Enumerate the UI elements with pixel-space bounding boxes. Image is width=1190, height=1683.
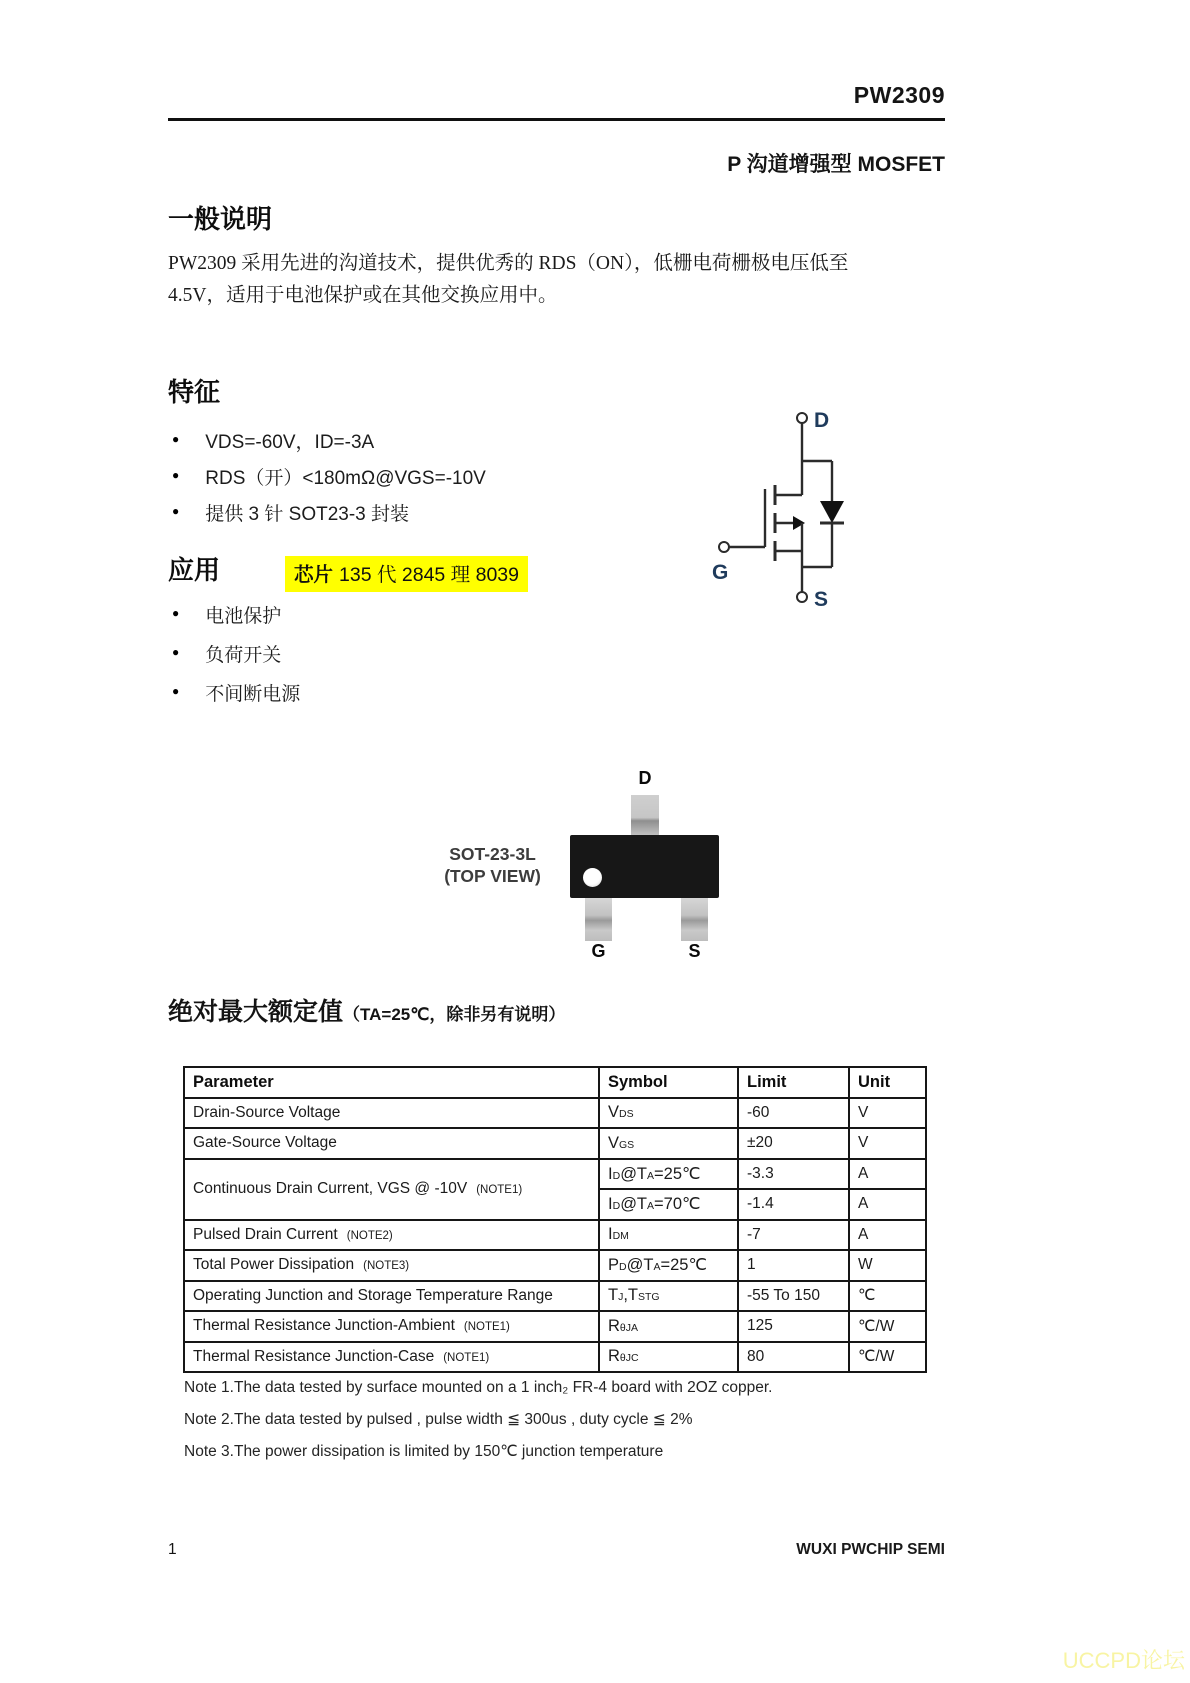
- ratings-heading-main: 绝对最大额定值: [168, 998, 344, 1026]
- symbol-subscript: STG: [638, 1291, 660, 1304]
- feature-item-label: RDS（开）<180mΩ@VGS=-10V: [205, 468, 486, 489]
- symbol-cell: [599, 1342, 738, 1373]
- drain-pin-label: D: [814, 409, 830, 432]
- symbol-subscript: DM: [612, 1230, 629, 1243]
- feature-item-label: 提供 3 针 SOT23-3 封装: [205, 504, 410, 525]
- parameter-cell: [184, 1281, 599, 1312]
- parameter-note: (NOTE2): [346, 1229, 393, 1242]
- symbol-cell: [599, 1250, 738, 1281]
- symbol-subscript: GS: [619, 1138, 635, 1151]
- abs-max-ratings-heading: [168, 992, 565, 1028]
- symbol-text: I: [608, 1195, 613, 1214]
- abs-max-ratings-table: [183, 1066, 927, 1373]
- parameter-cell: [184, 1250, 599, 1281]
- symbol-text: T: [608, 1286, 619, 1305]
- note-line: Note 3.The power dissipation is limited by 150℃ junction temperature: [184, 1443, 664, 1460]
- bullet-icon: ●: [172, 468, 180, 482]
- symbol-cell: [599, 1098, 738, 1129]
- unit-cell: ℃: [849, 1281, 926, 1312]
- features-heading: 特征: [168, 377, 221, 407]
- bullet-icon: ●: [172, 645, 180, 659]
- parameter-cell: [184, 1128, 599, 1159]
- table-row: [184, 1220, 926, 1251]
- parameter-cell: [184, 1220, 599, 1251]
- column-header-unit: Unit: [849, 1067, 926, 1098]
- symbol-subscript: J: [618, 1291, 624, 1304]
- parameter-note: (NOTE1): [476, 1184, 523, 1196]
- feature-item: [172, 463, 486, 490]
- parameter-cell: [184, 1098, 599, 1129]
- parameter-label: Total Power Dissipation: [193, 1256, 355, 1274]
- parameter-note: (NOTE3): [363, 1260, 410, 1273]
- body-diode-icon: [820, 501, 844, 523]
- symbol-text: R: [608, 1347, 620, 1366]
- column-header-symbol: Symbol: [599, 1067, 738, 1098]
- package-pin-top: [631, 795, 659, 836]
- highlight-rest-text: 135 代 2845 理 8039: [339, 564, 519, 586]
- table-header-row: [184, 1067, 926, 1098]
- package-name-label: [420, 843, 565, 887]
- symbol-text: =25℃: [660, 1256, 707, 1275]
- symbol-subscript: θJA: [619, 1321, 639, 1334]
- drain-terminal: [797, 413, 807, 423]
- symbol-subscript: D: [612, 1169, 621, 1182]
- part-number-title: PW2309: [853, 82, 945, 108]
- feature-item: [172, 499, 486, 526]
- source-terminal: [797, 592, 807, 602]
- bullet-icon: ●: [172, 432, 180, 446]
- parameter-label: Drain-Source Voltage: [193, 1103, 341, 1121]
- parameter-label: Thermal Resistance Junction-Ambient: [193, 1317, 455, 1335]
- parameter-label: Thermal Resistance Junction-Case: [193, 1347, 435, 1365]
- table-row: [184, 1159, 926, 1190]
- parameter-cell: [184, 1159, 599, 1220]
- description-line: 4.5V，适用于电池保护或在其他交换应用中。: [168, 285, 558, 306]
- application-item-label: 负荷开关: [205, 645, 282, 666]
- applications-heading: 应用: [168, 555, 221, 585]
- symbol-cell: [599, 1159, 738, 1190]
- page-number: 1: [168, 1541, 177, 1558]
- limit-cell: -7: [738, 1220, 849, 1251]
- parameter-cell: [184, 1311, 599, 1342]
- symbol-subscript: D: [612, 1200, 621, 1213]
- general-description-heading: 一般说明: [168, 204, 273, 234]
- header-rule: [168, 118, 945, 121]
- symbol-subscript: A: [647, 1169, 655, 1182]
- note-line: Note 1.The data tested by surface mounted on a 1 inch₂ FR-4 board with 2OZ copper.: [184, 1379, 773, 1396]
- package-pin-bottom-left: [585, 898, 612, 941]
- symbol-text: =25℃: [654, 1164, 701, 1183]
- symbol-text: =70℃: [654, 1195, 701, 1214]
- symbol-subscript: DS: [619, 1108, 634, 1121]
- symbol-cell: [599, 1128, 738, 1159]
- note-line: Note 2.The data tested by pulsed , pulse width ≦ 300us , duty cycle ≦ 2%: [184, 1411, 693, 1428]
- unit-cell: ℃/W: [849, 1311, 926, 1342]
- table-row: [184, 1128, 926, 1159]
- application-item-label: 电池保护: [205, 606, 282, 627]
- parameter-label: Operating Junction and Storage Temperature Range: [193, 1286, 553, 1304]
- package-body: [570, 835, 719, 898]
- unit-cell: ℃/W: [849, 1342, 926, 1373]
- table-row: [184, 1250, 926, 1281]
- footer-company: WUXI PWCHIP SEMI: [796, 1541, 945, 1558]
- symbol-text: I: [608, 1225, 613, 1244]
- bullet-icon: ●: [172, 504, 180, 518]
- pin1-marker-dot: [583, 868, 602, 887]
- feature-item: [172, 427, 486, 454]
- parameter-note: (NOTE1): [443, 1351, 490, 1364]
- application-item: [172, 601, 300, 628]
- highlighted-note: [285, 556, 528, 592]
- unit-cell: V: [849, 1128, 926, 1159]
- symbol-text: @T: [626, 1256, 654, 1275]
- package-view: (TOP VIEW): [444, 866, 541, 886]
- table-notes: [184, 1379, 772, 1474]
- symbol-cell: [599, 1220, 738, 1251]
- limit-cell: -1.4: [738, 1189, 849, 1220]
- symbol-text: R: [608, 1316, 620, 1335]
- unit-cell: A: [849, 1189, 926, 1220]
- limit-cell: -60: [738, 1098, 849, 1129]
- bullet-icon: ●: [172, 606, 180, 620]
- feature-item-label: VDS=-60V，ID=-3A: [205, 432, 375, 453]
- gate-terminal: [719, 542, 729, 552]
- parameter-label: Continuous Drain Current, VGS @ -10V: [193, 1180, 468, 1197]
- application-item: [172, 679, 300, 706]
- limit-cell: -55 To 150: [738, 1281, 849, 1312]
- package-pin-g-label: G: [591, 941, 606, 961]
- unit-cell: A: [849, 1220, 926, 1251]
- symbol-subscript: θJC: [619, 1352, 639, 1365]
- symbol-cell: [599, 1189, 738, 1220]
- symbol-text: P: [608, 1256, 620, 1275]
- bullet-icon: ●: [172, 684, 180, 698]
- unit-cell: V: [849, 1098, 926, 1129]
- table-row: [184, 1098, 926, 1129]
- symbol-text: V: [608, 1103, 620, 1122]
- symbol-subscript: D: [619, 1261, 627, 1274]
- parameter-label: Gate-Source Voltage: [193, 1134, 337, 1152]
- pchannel-arrow-icon: [793, 516, 805, 530]
- table-row: [184, 1311, 926, 1342]
- features-list: [172, 427, 486, 535]
- description-line: PW2309 采用先进的沟道技术，提供优秀的 RDS（ON），低栅电荷栅极电压低至: [168, 253, 849, 274]
- limit-cell: 125: [738, 1311, 849, 1342]
- limit-cell: ±20: [738, 1128, 849, 1159]
- applications-list: [172, 601, 300, 718]
- device-type-subtitle: P 沟道增强型 MOSFET: [727, 153, 945, 176]
- symbol-subscript: A: [653, 1261, 661, 1274]
- column-header-parameter: Parameter: [184, 1067, 599, 1098]
- gate-pin-label: G: [712, 561, 729, 584]
- mosfet-symbol-diagram: [695, 409, 853, 621]
- symbol-cell: [599, 1281, 738, 1312]
- package-name: SOT-23-3L: [449, 844, 536, 864]
- symbol-subscript: A: [647, 1200, 655, 1213]
- symbol-text: I: [608, 1164, 613, 1183]
- limit-cell: 80: [738, 1342, 849, 1373]
- table-row: [184, 1281, 926, 1312]
- ratings-heading-condition: （TA=25℃，除非另有说明）: [343, 1005, 566, 1024]
- symbol-text: @T: [620, 1164, 648, 1183]
- unit-cell: A: [849, 1159, 926, 1190]
- watermark: UCCPD论坛: [1062, 1648, 1185, 1673]
- symbol-text: @T: [620, 1195, 648, 1214]
- parameter-note: (NOTE1): [463, 1321, 510, 1334]
- package-pin-bottom-right: [681, 898, 708, 941]
- parameter-cell: [184, 1342, 599, 1373]
- package-pin-d-label: D: [638, 768, 652, 788]
- source-pin-label: S: [814, 588, 829, 611]
- limit-cell: 1: [738, 1250, 849, 1281]
- parameter-label: Pulsed Drain Current: [193, 1225, 338, 1243]
- highlight-bold-text: 芯片: [294, 564, 334, 586]
- general-description-text: [168, 248, 958, 312]
- application-item: [172, 640, 300, 667]
- limit-cell: -3.3: [738, 1159, 849, 1190]
- table-row: [184, 1342, 926, 1373]
- unit-cell: W: [849, 1250, 926, 1281]
- package-pin-s-label: S: [688, 941, 701, 961]
- symbol-text: ,T: [623, 1286, 639, 1305]
- application-item-label: 不间断电源: [205, 684, 301, 705]
- column-header-limit: Limit: [738, 1067, 849, 1098]
- symbol-text: V: [608, 1133, 620, 1152]
- symbol-cell: [599, 1311, 738, 1342]
